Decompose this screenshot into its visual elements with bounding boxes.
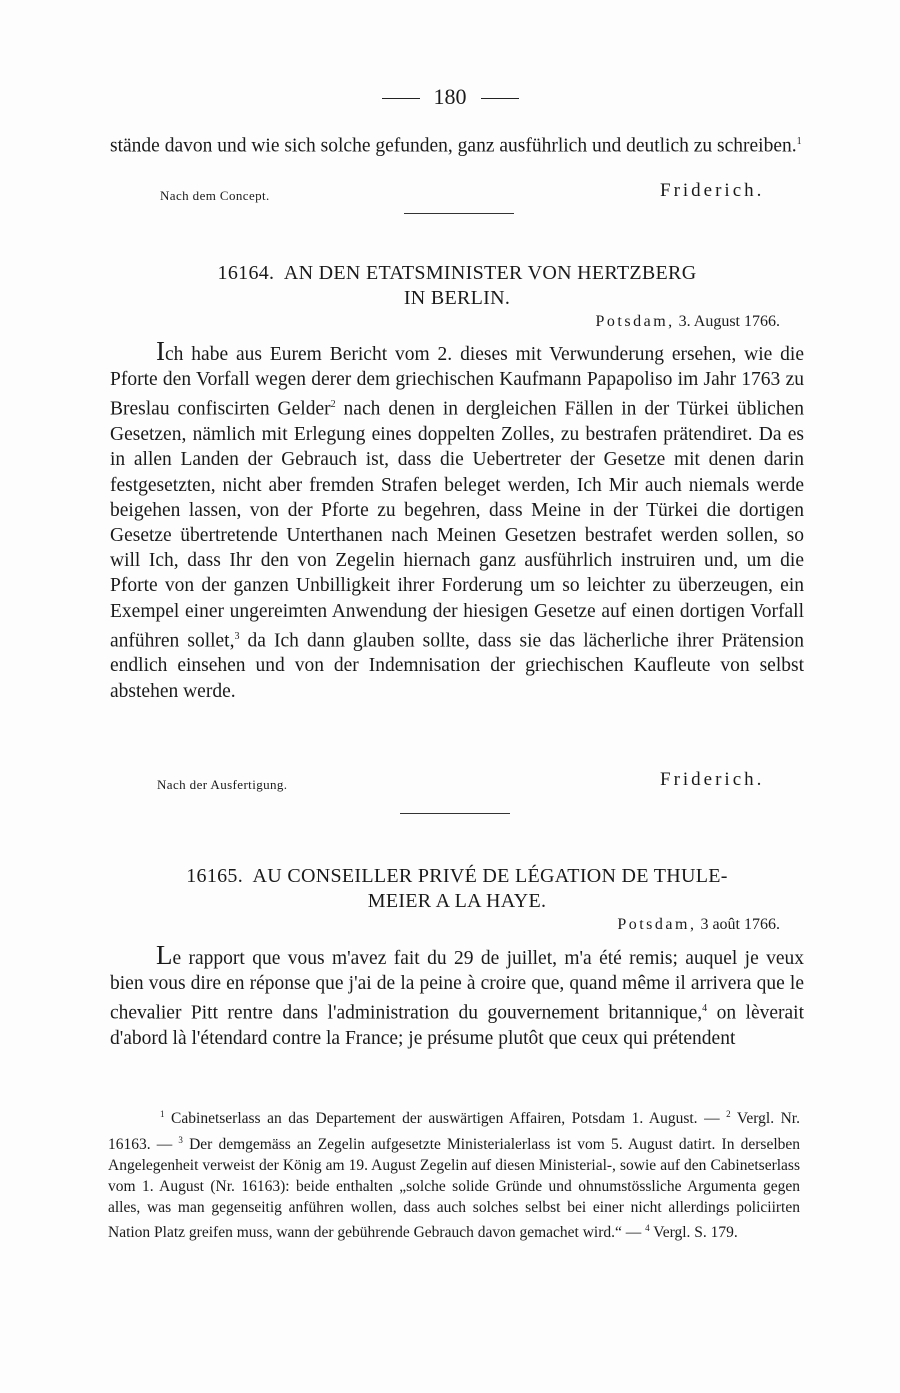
heading-line: AN DEN ETATSMINISTER VON HERTZBERG bbox=[283, 262, 697, 284]
footnote-marker: 1 bbox=[160, 1109, 165, 1119]
body-text: on lèverait d'abord là l'étendard contre la France; je présume plutôt que ceux qui prétendent bbox=[110, 1002, 805, 1050]
dateline-place: Potsdam, bbox=[617, 916, 697, 933]
page-header bbox=[0, 84, 900, 110]
initial-letter: I bbox=[156, 336, 165, 366]
letter-16164-source-note: Nach der Ausfertigung. bbox=[157, 777, 288, 792]
body-text: e rapport que vous m'avez fait du 29 de juillet, m'a été remis; auquel je veux bien vous dire en réponse que j'ai de la peine à croire que, quand même il arrivera que le chevalier Pitt rentre dans l'administration du gouvernement britannique, bbox=[110, 948, 804, 1024]
letter-16165-heading bbox=[110, 864, 804, 914]
letter-number: 16164. bbox=[217, 262, 275, 284]
body-text: ch habe aus Eurem Bericht vom 2. dieses mit Verwunderung ersehen, wie die Pforte den Vorfall wegen derer dem griechischen Kaufmann Papapoliso im Jahr 1763 zu Breslau confiscirten Gelder bbox=[110, 344, 804, 420]
letter-16165-dateline bbox=[400, 916, 780, 934]
letter-16164-body bbox=[110, 336, 805, 704]
opening-text: stände davon und wie sich solche gefunden, ganz ausführlich und deutlich zu schreiben. bbox=[110, 135, 797, 157]
heading-line: AU CONSEILLER PRIVÉ DE LÉGATION DE THULE- bbox=[252, 865, 728, 887]
section-rule bbox=[404, 213, 514, 214]
page-number: 180 bbox=[433, 84, 467, 109]
footnote-marker: 4 bbox=[645, 1223, 650, 1234]
footnote-ref-4: 4 bbox=[702, 1003, 708, 1015]
letter-number: 16165. bbox=[186, 865, 244, 887]
footnote-text: Der demgemäss an Zegelin aufgesetzte Ministerialerlass ist vom 5. August datirt. In derselben Angelegenheit verweist der König am 19. August Zegelin auf diesen Ministerial-, sowie auf den Cabinetserlass vom 1. August (Nr. 16163): beide enthalten „solche solide Gründe und ohnumstössliche Argumenta gegen alles, was man gegenseitig anführen wollen, dass auch solches selbst bei einer nicht allerdings policiirten Nation Platz greifen muss, wann der gebührende Gebrauch davon gemachet wird.“ — bbox=[108, 1136, 801, 1242]
opening-paragraph bbox=[110, 129, 804, 159]
letter-16165-body bbox=[110, 940, 805, 1051]
footnote-text: Vergl. S. 179. bbox=[649, 1224, 738, 1242]
heading-line: MEIER A LA HAYE. bbox=[367, 890, 547, 912]
footnote-marker: 2 bbox=[726, 1109, 731, 1119]
footnote-ref-3: 3 bbox=[234, 630, 240, 642]
footnotes bbox=[108, 1104, 800, 1244]
opening-signature: Friderich. bbox=[660, 180, 765, 201]
letter-16164-signature: Friderich. bbox=[660, 769, 765, 790]
letter-16164-dateline bbox=[400, 313, 780, 331]
header-dash-left bbox=[382, 98, 420, 99]
dateline-place: Potsdam, bbox=[595, 313, 675, 330]
section-rule bbox=[400, 813, 510, 814]
dateline-date: 3. August 1766. bbox=[678, 313, 780, 330]
initial-letter: L bbox=[156, 940, 173, 970]
footnote-text: Vergl. Nr. 16163. — bbox=[108, 1110, 800, 1154]
heading-line: IN BERLIN. bbox=[403, 287, 511, 309]
dateline-date: 3 août 1766. bbox=[700, 916, 780, 933]
footnote-ref-2: 2 bbox=[330, 399, 336, 411]
body-text: nach denen in dergleichen Fällen in der Türkei üblichen Gesetzen, nämlich mit Erlegung eines doppelten Zolles, zu bestrafen prätendiret. Da es in allen Landen der Gebrauch ist, dass die Uebertreter der Gesetze mit denen darin festgesetzten, nicht aber fremden Strafen beleget werden, Ich Mir auch niemals werde beigehen lassen, von der Pforte zu begehren, dass Meine in der Türkei die dortigen Gesetze übertretende Unterthanen nach Meinen Gesetzen bestrafet werden sollen, so will Ich, dass Ihr den von Zegelin hiernach ganz ausführlich instruiren und, um die Pforte von der ganzen Unbilligkeit ihrer Forderung um so leichter zu überzeugen, ein Exempel einer ungereimten Anwendung der hiesigen Gesetze auf einen dortigen Vorfall anführen sollet, bbox=[110, 398, 804, 652]
footnote-text: Cabinetserlass an das Departement der auswärtigen Affairen, Potsdam 1. August. — bbox=[164, 1110, 727, 1128]
footnote-ref-1: 1 bbox=[796, 136, 802, 147]
letter-16164-heading bbox=[110, 261, 804, 311]
footnote-marker: 3 bbox=[178, 1134, 183, 1145]
header-dash-right bbox=[481, 98, 519, 99]
body-text: da Ich dann glauben sollte, dass sie das lächerliche ihrer Prätension endlich einsehen und von der Indemnisation der griechischen Kaufleute von selbst abstehen werde. bbox=[110, 630, 805, 702]
opening-source-note: Nach dem Concept. bbox=[160, 188, 270, 203]
